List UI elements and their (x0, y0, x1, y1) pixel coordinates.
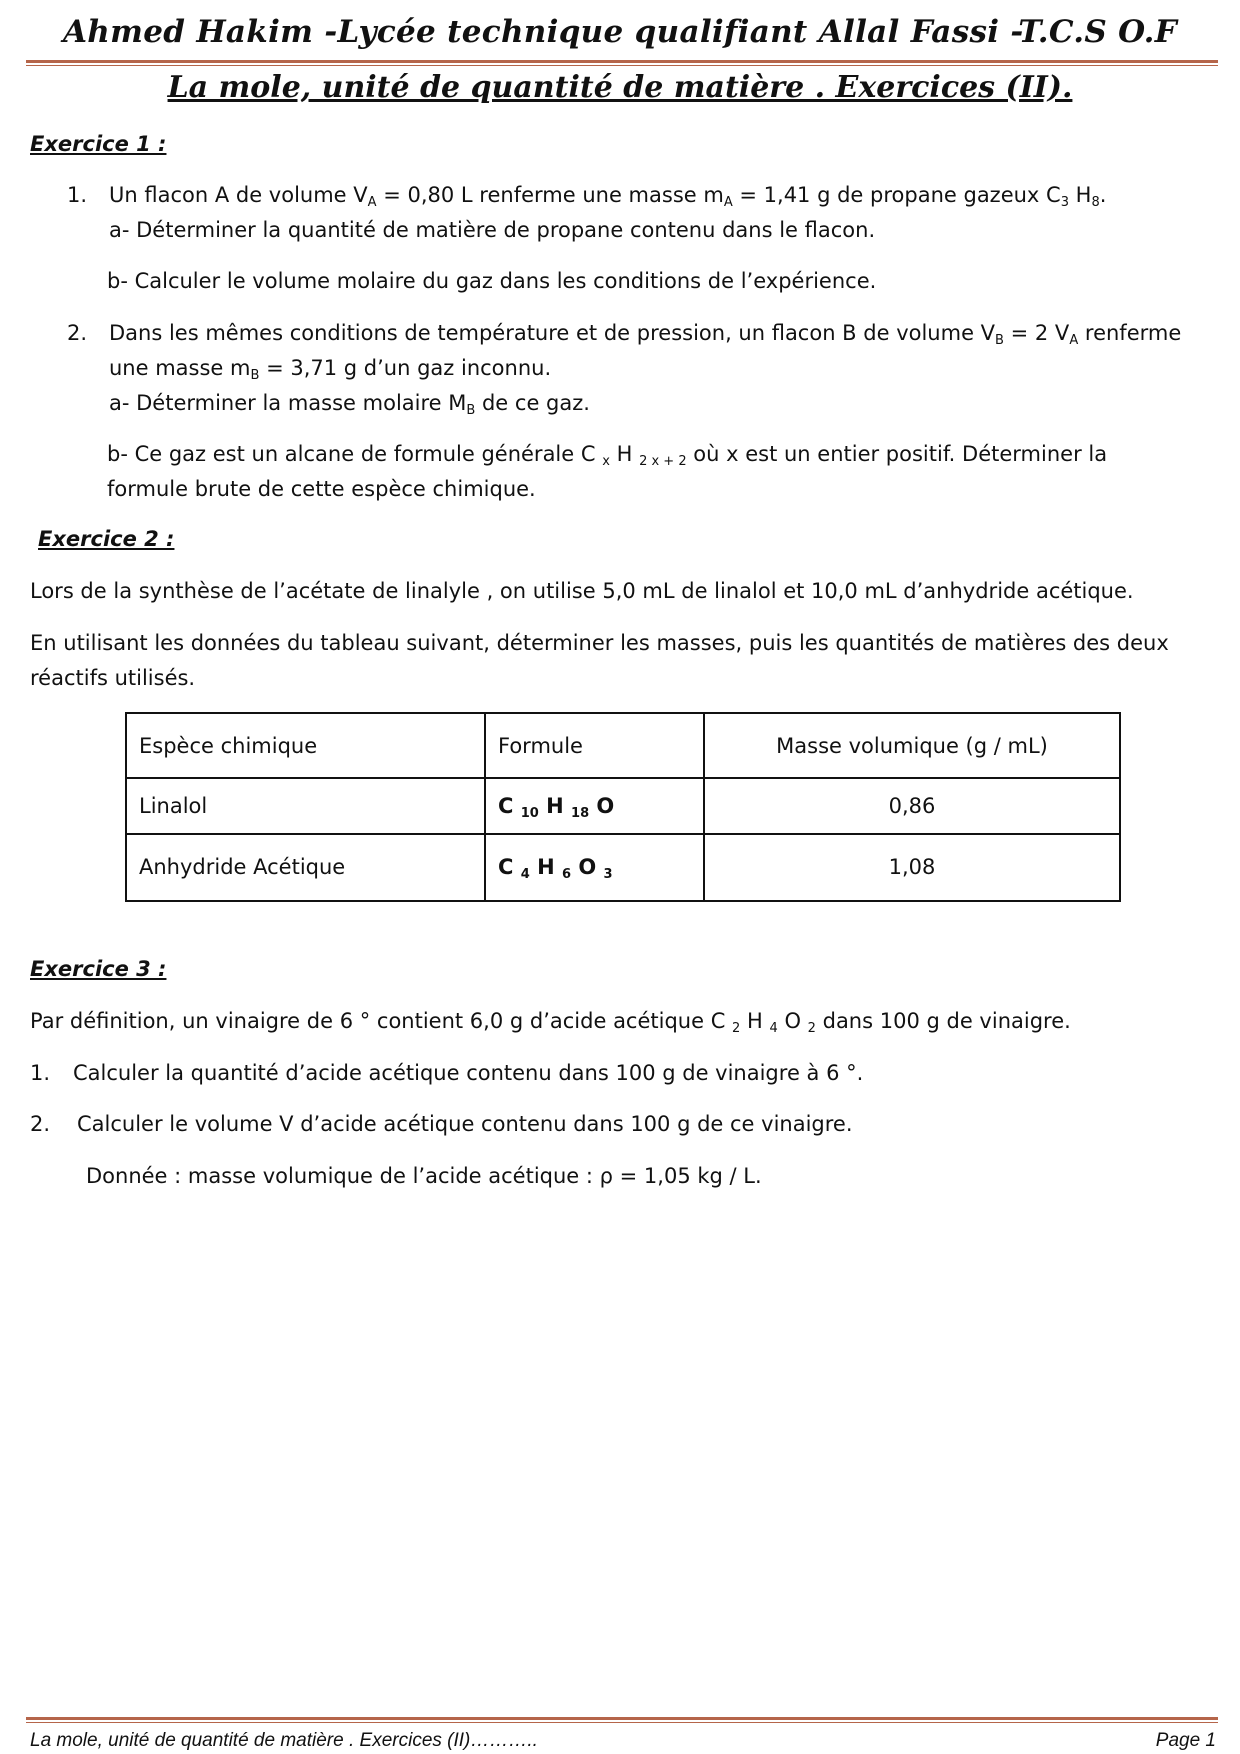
ex3-q2: Calculer le volume V d’acide acétique contenu dans 100 g de ce vinaigre. (77, 1112, 853, 1136)
table-header-cell: Masse volumique (g / mL) (704, 713, 1120, 778)
header-line: Ahmed Hakim -Lycée technique qualifiant Allal Fassi -T.C.S O.F (62, 14, 1178, 50)
data-table (125, 712, 1121, 902)
footer-title: La mole, unité de quantité de matière . Exercices (II)……….. (30, 1730, 538, 1751)
table-header-cell: Espèce chimique (126, 713, 485, 778)
table-cell-density: 0,86 (704, 778, 1120, 833)
ex1-q2a: a- Déterminer la masse molaire $M_B$ de ce gaz. (109, 391, 590, 418)
ex3-data: Donnée : masse volumique de l’acide acétique : ρ = 1,05 kg / L. (86, 1164, 762, 1188)
ex1-q2-number: 2. (67, 321, 88, 345)
ex1-q1-number: 1. (67, 183, 88, 207)
ex1-q1a: a- Déterminer la quantité de matière de propane contenu dans le flacon. (109, 218, 876, 242)
table-row (126, 778, 1120, 833)
table-cell-formula: C $_4$ H $_6$ O $_3$ (485, 834, 704, 901)
footer-rule-thin (26, 1722, 1218, 1723)
table-cell-density: 1,08 (704, 834, 1120, 901)
ex3-q1: Calculer la quantité d’acide acétique contenu dans 100 g de vinaigre à 6 °. (73, 1061, 864, 1085)
ex3-q2-number: 2. (30, 1112, 51, 1136)
header-rule-thick (26, 60, 1218, 63)
ex2-paragraph-2-line2: réactifs utilisés. (30, 666, 196, 690)
ex3-paragraph: Par définition, un vinaigre de 6 ° contient 6,0 g d’acide acétique C $_2$ H $_4$ O $_2$ dans 100 g de vinaigre. (30, 1009, 1071, 1036)
page-number: Page 1 (1155, 1730, 1216, 1751)
footer-rule-thick (26, 1717, 1218, 1720)
exercise-3-title: Exercice 3 : (30, 957, 167, 981)
ex1-q2-line1: Dans les mêmes conditions de température et de pression, un flacon B de volume $V_B = 2$ $V_A$ renferme (109, 321, 1182, 348)
exercise-2-title: Exercice 2 : (38, 527, 175, 551)
table-cell-species: Anhydride Acétique (126, 834, 485, 901)
table-cell-formula: C $_{10}$ H $_{18}$ O (485, 778, 704, 833)
header-rule-thin (26, 65, 1218, 66)
ex1-q1-text: Un flacon A de volume $V_A = 0,80$ L renferme une masse $m_A = 1,41$ g de propane gazeux $C_3$ $H_8$. (109, 183, 1107, 210)
table-cell-species: Linalol (126, 778, 485, 833)
page-title: La mole, unité de quantité de matière . Exercices (II). (167, 70, 1073, 105)
exercise-1-title: Exercice 1 : (30, 132, 167, 156)
ex1-q1b: b- Calculer le volume molaire du gaz dans les conditions de l’expérience. (107, 269, 877, 293)
table-header-cell: Formule (485, 713, 704, 778)
ex1-q2b-line2: formule brute de cette espèce chimique. (107, 477, 536, 501)
table-row (126, 834, 1120, 901)
ex1-q2b-line1: b- Ce gaz est un alcane de formule générale C $_x$ H $_{2 x + 2}$ où x est un entier positif. Déterminer la (107, 442, 1108, 469)
ex3-q1-number: 1. (30, 1061, 51, 1085)
table-header-row (126, 713, 1120, 778)
ex1-q2-line2: une masse $m_B = 3,71$ g d’un gaz inconnu. (109, 356, 552, 383)
ex2-paragraph-2-line1: En utilisant les données du tableau suivant, déterminer les masses, puis les quantités de matières des deux (30, 631, 1169, 655)
ex2-paragraph-1: Lors de la synthèse de l’acétate de linalyle , on utilise 5,0 mL de linalol et 10,0 mL d’anhydride acétique. (30, 579, 1134, 603)
